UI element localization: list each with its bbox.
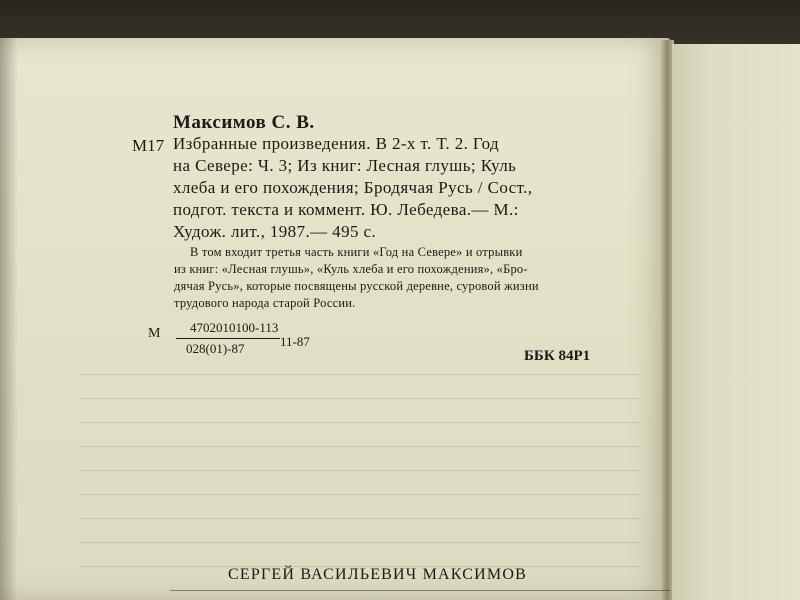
index-code-suffix: 11-87 — [280, 334, 310, 349]
index-code-denominator: 028(01)-87 — [186, 341, 245, 356]
book-page-right — [672, 44, 800, 600]
bbk-code: ББК 84Р1 — [524, 348, 591, 364]
description-line: Избранные произведения. В 2-х т. Т. 2. Год — [173, 134, 500, 153]
fraction-divider — [176, 338, 280, 339]
description-line: Худож. лит., 1987.— 495 с. — [173, 222, 377, 241]
description-line: на Севере: Ч. 3; Из книг: Лесная глушь; Куль — [173, 156, 517, 175]
catalog-code: М17 — [132, 136, 165, 155]
index-letter: М — [148, 326, 161, 341]
annotation-line: трудового народа старой России. — [174, 296, 356, 310]
show-through-text — [80, 360, 640, 580]
annotation-line: В том входит третья часть книги «Год на Севере» и отрывки — [190, 245, 523, 259]
author-name: Максимов С. В. — [173, 112, 315, 133]
footer-author-heading: СЕРГЕЙ ВАСИЛЬЕВИЧ МАКСИМОВ — [228, 566, 527, 583]
annotation-line: дячая Русь», которые посвящены русской деревне, суровой жизни — [174, 279, 539, 293]
footer-rule — [170, 590, 670, 591]
index-code-numerator: 4702010100-113 — [190, 320, 279, 335]
description-line: хлеба и его похождения; Бродячая Русь / Сост., — [173, 178, 533, 197]
description-line: подгот. текста и коммент. Ю. Лебедева.— М.: — [173, 200, 519, 219]
annotation-line: из книг: «Лесная глушь», «Куль хлеба и его похождения», «Бро- — [174, 262, 528, 276]
